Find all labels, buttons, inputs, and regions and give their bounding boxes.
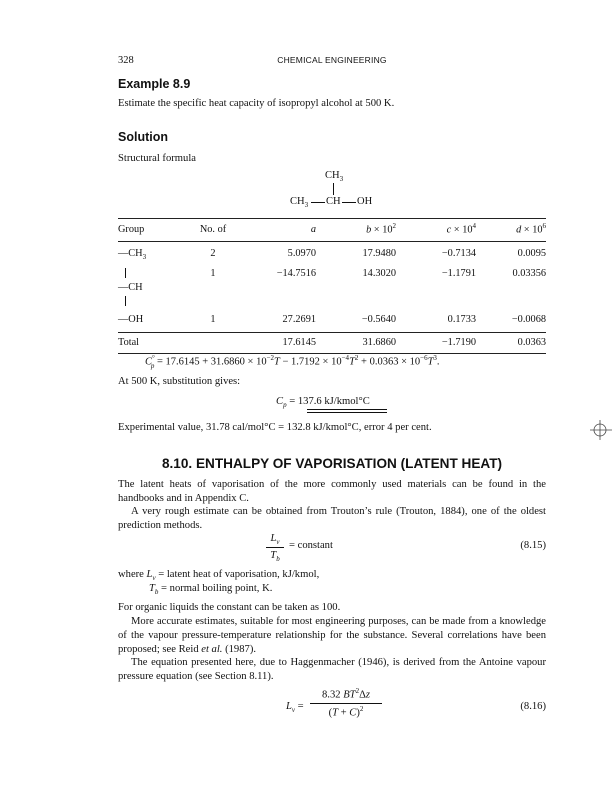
header-b: $b \times 10^2$ bbox=[316, 219, 396, 242]
row1-group: $—CH_3$ bbox=[118, 247, 147, 261]
header-group: Group bbox=[118, 219, 190, 242]
row3-c: 0.1733 bbox=[447, 314, 476, 326]
row3-a: 27.2691 bbox=[282, 314, 316, 326]
paragraph-organic: For organic liquids the constant can be taken as 100. bbox=[118, 602, 341, 613]
page-number: 328 bbox=[118, 55, 134, 66]
example-text: Estimate the specific heat capacity of isopropyl alcohol at 500 K. bbox=[118, 98, 395, 109]
running-header bbox=[118, 54, 546, 68]
row1-count: 2 bbox=[210, 247, 216, 259]
table-row bbox=[118, 241, 546, 267]
row2-b: 14.3020 bbox=[362, 268, 396, 280]
result-underline-2 bbox=[307, 412, 387, 413]
eq815-denominator: $T_b$ bbox=[270, 550, 280, 564]
row2-group: —CH bbox=[118, 267, 190, 313]
where-line-1: where $L_v$ = latent heat of vaporisation, kJ/kmol, bbox=[118, 569, 320, 583]
row1-b: 17.9480 bbox=[362, 247, 396, 259]
paragraph-haggenmacher: The equation presented here, due to Haggenmacher (1946), is derived from the Antoine vapour pressure equation (see Section 8.11). bbox=[118, 657, 546, 682]
table-total-row bbox=[118, 332, 546, 353]
eq816-lhs: $L_v$ = bbox=[286, 701, 304, 715]
total-c: −1.7190 bbox=[396, 332, 476, 353]
header-d: $d \times 10^6$ bbox=[476, 219, 546, 242]
solution-heading: Solution bbox=[118, 130, 168, 144]
eq816-fraction-bar bbox=[310, 703, 382, 704]
row1-a: 5.0970 bbox=[287, 247, 316, 259]
paragraph-trouton: A very rough estimate can be obtained from Trouton’s rule (Trouton, 1884), one of the oldest prediction methods. bbox=[118, 506, 546, 531]
section-title: 8.10. ENTHALPY OF VAPORISATION (LATENT HEAT) bbox=[161, 456, 503, 471]
total-d: 0.0363 bbox=[476, 332, 546, 353]
total-label: Total bbox=[118, 332, 190, 353]
eq815-number: (8.15) bbox=[520, 540, 546, 551]
example-title: Example 8.9 bbox=[118, 77, 191, 91]
header-c: $c \times 10^4$ bbox=[396, 219, 476, 242]
row2-a: −14.7516 bbox=[276, 268, 316, 280]
row2-count: 1 bbox=[210, 268, 216, 280]
at-500-text: At 500 K, substitution gives: bbox=[118, 376, 241, 387]
header-count: No. of bbox=[190, 219, 236, 242]
eq815-rhs: = constant bbox=[289, 540, 333, 551]
header-a: a bbox=[236, 219, 316, 242]
table-row bbox=[118, 267, 546, 313]
row2-c: −1.1791 bbox=[441, 268, 476, 280]
structural-label: Structural formula bbox=[118, 153, 196, 164]
where-line-2: $T_b$ = normal boiling point, K. bbox=[149, 583, 273, 597]
formula-right-group: OH bbox=[357, 196, 373, 207]
eq816-denominator: $(T + C)^2$ bbox=[328, 705, 364, 719]
row1-c: −0.7134 bbox=[441, 247, 476, 259]
group-contribution-table bbox=[118, 218, 546, 354]
table-header-row bbox=[118, 219, 546, 242]
formula-bond-right bbox=[342, 202, 356, 203]
formula-center: CH bbox=[326, 196, 341, 207]
paragraph-accurate: More accurate estimates, suitable for most engineering purposes, can be made from a knowledge of the vapour pressure-temperature relationship for the substance. Several correlations have been proposed; see Reid et al. (1987). bbox=[118, 616, 546, 655]
row3-group: —OH bbox=[118, 314, 144, 326]
running-title: CHEMICAL ENGINEERING bbox=[277, 55, 387, 65]
total-a: 17.6145 bbox=[236, 332, 316, 353]
formula-left-group: $CH_3$ bbox=[290, 196, 309, 210]
result-underline-1 bbox=[307, 409, 387, 410]
eq816-numerator: 8.32 $BT^2\Delta z$ bbox=[322, 687, 370, 701]
formula-top-group: $CH_3$ bbox=[325, 170, 344, 184]
total-b: 31.6860 bbox=[316, 332, 396, 353]
eq815-fraction-bar bbox=[266, 547, 284, 548]
crop-mark-icon bbox=[588, 418, 612, 442]
row3-d: −0.0068 bbox=[511, 314, 546, 326]
cp-result: $C_p = 137.6$ kJ/kmol°C bbox=[276, 396, 370, 410]
formula-vertical-bond bbox=[333, 183, 334, 195]
row2-d: 0.03356 bbox=[512, 268, 546, 280]
table-row bbox=[118, 313, 546, 332]
row1-d: 0.0095 bbox=[517, 247, 546, 259]
row3-count: 1 bbox=[210, 314, 216, 326]
eq815-numerator: $L_v$ bbox=[270, 533, 280, 547]
eq816-number: (8.16) bbox=[520, 701, 546, 712]
row3-b: −0.5640 bbox=[361, 314, 396, 326]
cp-polynomial-equation: $C^\circ_p = 17.6145 + 31.6860 \times 10^{-2}T - 1.7192 \times 10^{-4}T^2 + 0.0363 \times 10^{-6}T^3$. bbox=[145, 354, 440, 370]
formula-bond-left bbox=[311, 202, 325, 203]
experimental-value: Experimental value, 31.78 cal/mol°C = 132.8 kJ/kmol°C, error 4 per cent. bbox=[118, 422, 432, 433]
paragraph-handbooks: The latent heats of vaporisation of the more commonly used materials can be found in the handbooks and in Appendix C. bbox=[118, 479, 546, 504]
